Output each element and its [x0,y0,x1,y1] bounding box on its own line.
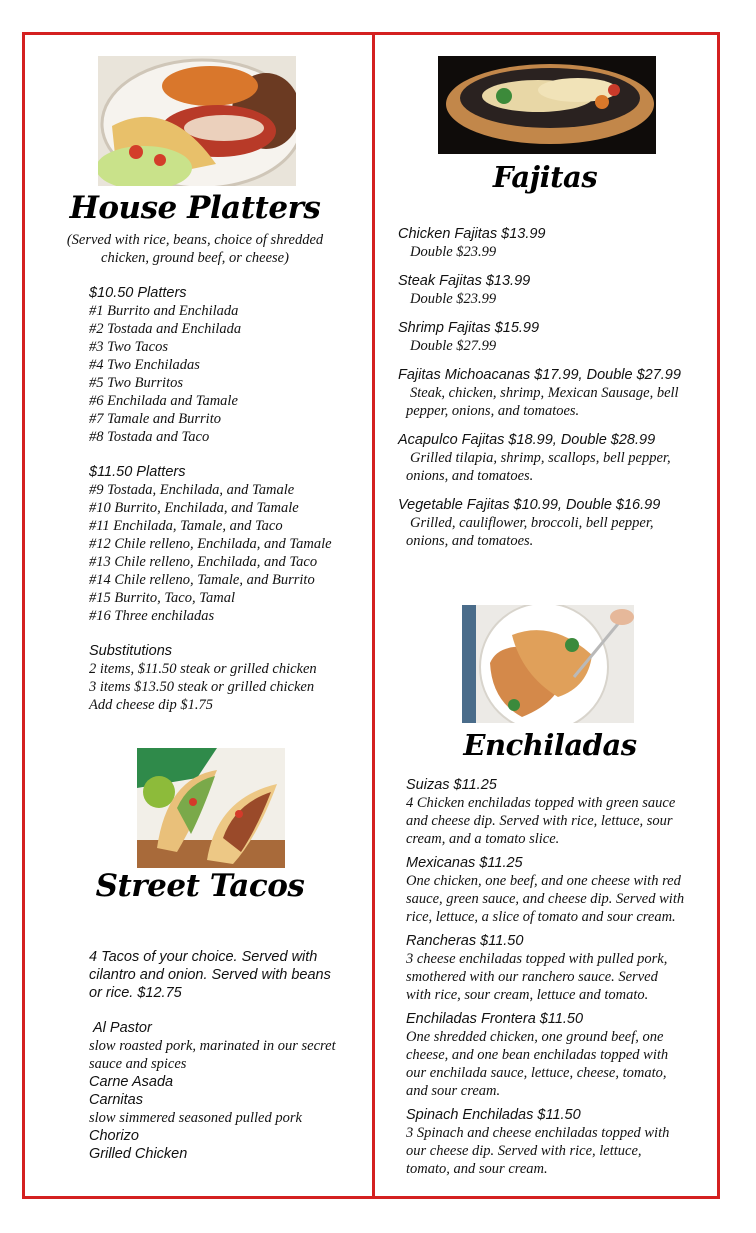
item-description: tomato, and sour cream. [406,1161,548,1177]
list-item: #7 Tamale and Burrito [89,411,221,427]
item-description: sauce, green sauce, and cheese dip. Served with [406,891,685,907]
item-name: Fajitas Michoacanas $17.99, Double $27.99 [398,367,681,383]
item-name: Mexicanas $11.25 [406,855,523,871]
item-name: Shrimp Fajitas $15.99 [398,320,540,336]
option-name: Chorizo [89,1128,139,1144]
menu-item [398,319,714,355]
option-name: Carne Asada [89,1074,174,1090]
item-description: with rice, sour cream, lettuce and tomato. [406,987,649,1003]
house-platters-note [40,231,350,267]
list-item: #11 Enchilada, Tamale, and Taco [89,518,283,534]
menu-item [406,854,716,926]
house-platters-title: House Platters [69,190,321,226]
item-name: Chicken Fajitas $13.99 [398,226,546,242]
option-description: slow simmered seasoned pulled pork [89,1110,302,1126]
enchiladas-photo [462,605,634,723]
menu-item [398,496,714,550]
fajitas-photo [438,56,656,154]
item-description: Double $23.99 [410,244,497,260]
option-name: Al Pastor [93,1020,152,1036]
item-name: Vegetable Fajitas $10.99, Double $16.99 [398,497,661,513]
street-tacos-description [89,948,369,1002]
item-description: pepper, onions, and tomatoes. [406,403,580,419]
menu-item [398,366,714,420]
menu-item [406,932,716,1004]
list-item: #1 Burrito and Enchilada [89,303,239,319]
list-item: #14 Chile relleno, Tamale, and Burrito [89,572,315,588]
item-description: Double $23.99 [410,291,497,307]
menu-item [406,1010,716,1100]
description-line: cilantro and onion. Served with beans [89,967,331,983]
platters-list [89,284,369,714]
item-description: our enchilada sauce, lettuce, cheese, tomato, [406,1065,667,1081]
list-item: 3 items $13.50 steak or grilled chicken [89,679,315,695]
street-tacos-title: Street Tacos [95,868,305,904]
item-name: Suizas $11.25 [406,777,497,793]
item-description: and cheese dip. Served with rice, lettuce, sour [406,813,673,829]
note-line: chicken, ground beef, or cheese) [101,250,289,266]
menu-item [406,1106,716,1178]
item-description: smothered with our ranchero sauce. Served [406,969,658,985]
street-tacos-options [89,1019,369,1163]
item-description: 3 cheese enchiladas topped with pulled pork, [406,951,668,967]
option-name: Grilled Chicken [89,1146,188,1162]
list-item: #9 Tostada, Enchilada, and Tamale [89,482,295,498]
list-item: #3 Two Tacos [89,339,168,355]
item-description: cheese, and one bean enchiladas topped with [406,1047,669,1063]
list-item: Add cheese dip $1.75 [89,697,214,713]
option-description: sauce and spices [89,1056,187,1072]
list-item: #10 Burrito, Enchilada, and Tamale [89,500,299,516]
enchiladas-title: Enchiladas [463,728,637,762]
item-description: rice, lettuce, a slice of tomato and sour cream. [406,909,676,925]
list-item: #15 Burrito, Taco, Tamal [89,590,235,606]
list-item: #2 Tostada and Enchilada [89,321,242,337]
description-line: or rice. $12.75 [89,985,182,1001]
list-item: #12 Chile relleno, Enchilada, and Tamale [89,536,332,552]
item-name: Steak Fajitas $13.99 [398,273,531,289]
item-description: Grilled, cauliflower, broccoli, bell pepper, [410,515,654,531]
item-name: Acapulco Fajitas $18.99, Double $28.99 [398,432,656,448]
item-description: onions, and tomatoes. [406,468,534,484]
item-description: onions, and tomatoes. [406,533,534,549]
item-description: One chicken, one beef, and one cheese with red [406,873,681,889]
house-platters-photo [98,56,296,186]
item-name: Rancheras $11.50 [406,933,524,949]
item-name: Spinach Enchiladas $11.50 [406,1107,581,1123]
list-item: #4 Two Enchiladas [89,357,200,373]
item-description: One shredded chicken, one ground beef, one [406,1029,664,1045]
menu-item [406,776,716,848]
item-description: Double $27.99 [410,338,497,354]
item-description: cream, and a tomato slice. [406,831,560,847]
fajitas-list [398,225,714,550]
item-description: and sour cream. [406,1083,501,1099]
note-line: (Served with rice, beans, choice of shredded [66,232,324,248]
item-description: 3 Spinach and cheese enchiladas topped with [406,1125,670,1141]
option-name: Carnitas [89,1092,143,1108]
list-item: #8 Tostada and Taco [89,429,210,445]
description-line: 4 Tacos of your choice. Served with [89,949,318,965]
menu-item [398,225,714,261]
list-item: 2 items, $11.50 steak or grilled chicken [89,661,317,677]
item-description: Grilled tilapia, shrimp, scallops, bell pepper, [410,450,671,466]
list-item: #13 Chile relleno, Enchilada, and Taco [89,554,318,570]
list-item: #6 Enchilada and Tamale [89,393,238,409]
option-description: slow roasted pork, marinated in our secret [89,1038,336,1054]
fajitas-title: Fajitas [492,160,598,194]
street-tacos-photo [137,748,285,868]
group-header: $10.50 Platters [89,285,187,301]
item-description: our cheese dip. Served with rice, lettuce, [406,1143,642,1159]
item-description: 4 Chicken enchiladas topped with green sauce [406,795,676,811]
item-description: Steak, chicken, shrimp, Mexican Sausage, bell [410,385,679,401]
item-name: Enchiladas Frontera $11.50 [406,1011,584,1027]
group-header: $11.50 Platters [89,464,186,480]
group-header: Substitutions [89,643,173,659]
list-item: #5 Two Burritos [89,375,184,391]
menu-item [398,272,714,308]
column-divider [372,32,375,1199]
list-item: #16 Three enchiladas [89,608,215,624]
menu-item [398,431,714,485]
enchiladas-list [406,776,716,1178]
